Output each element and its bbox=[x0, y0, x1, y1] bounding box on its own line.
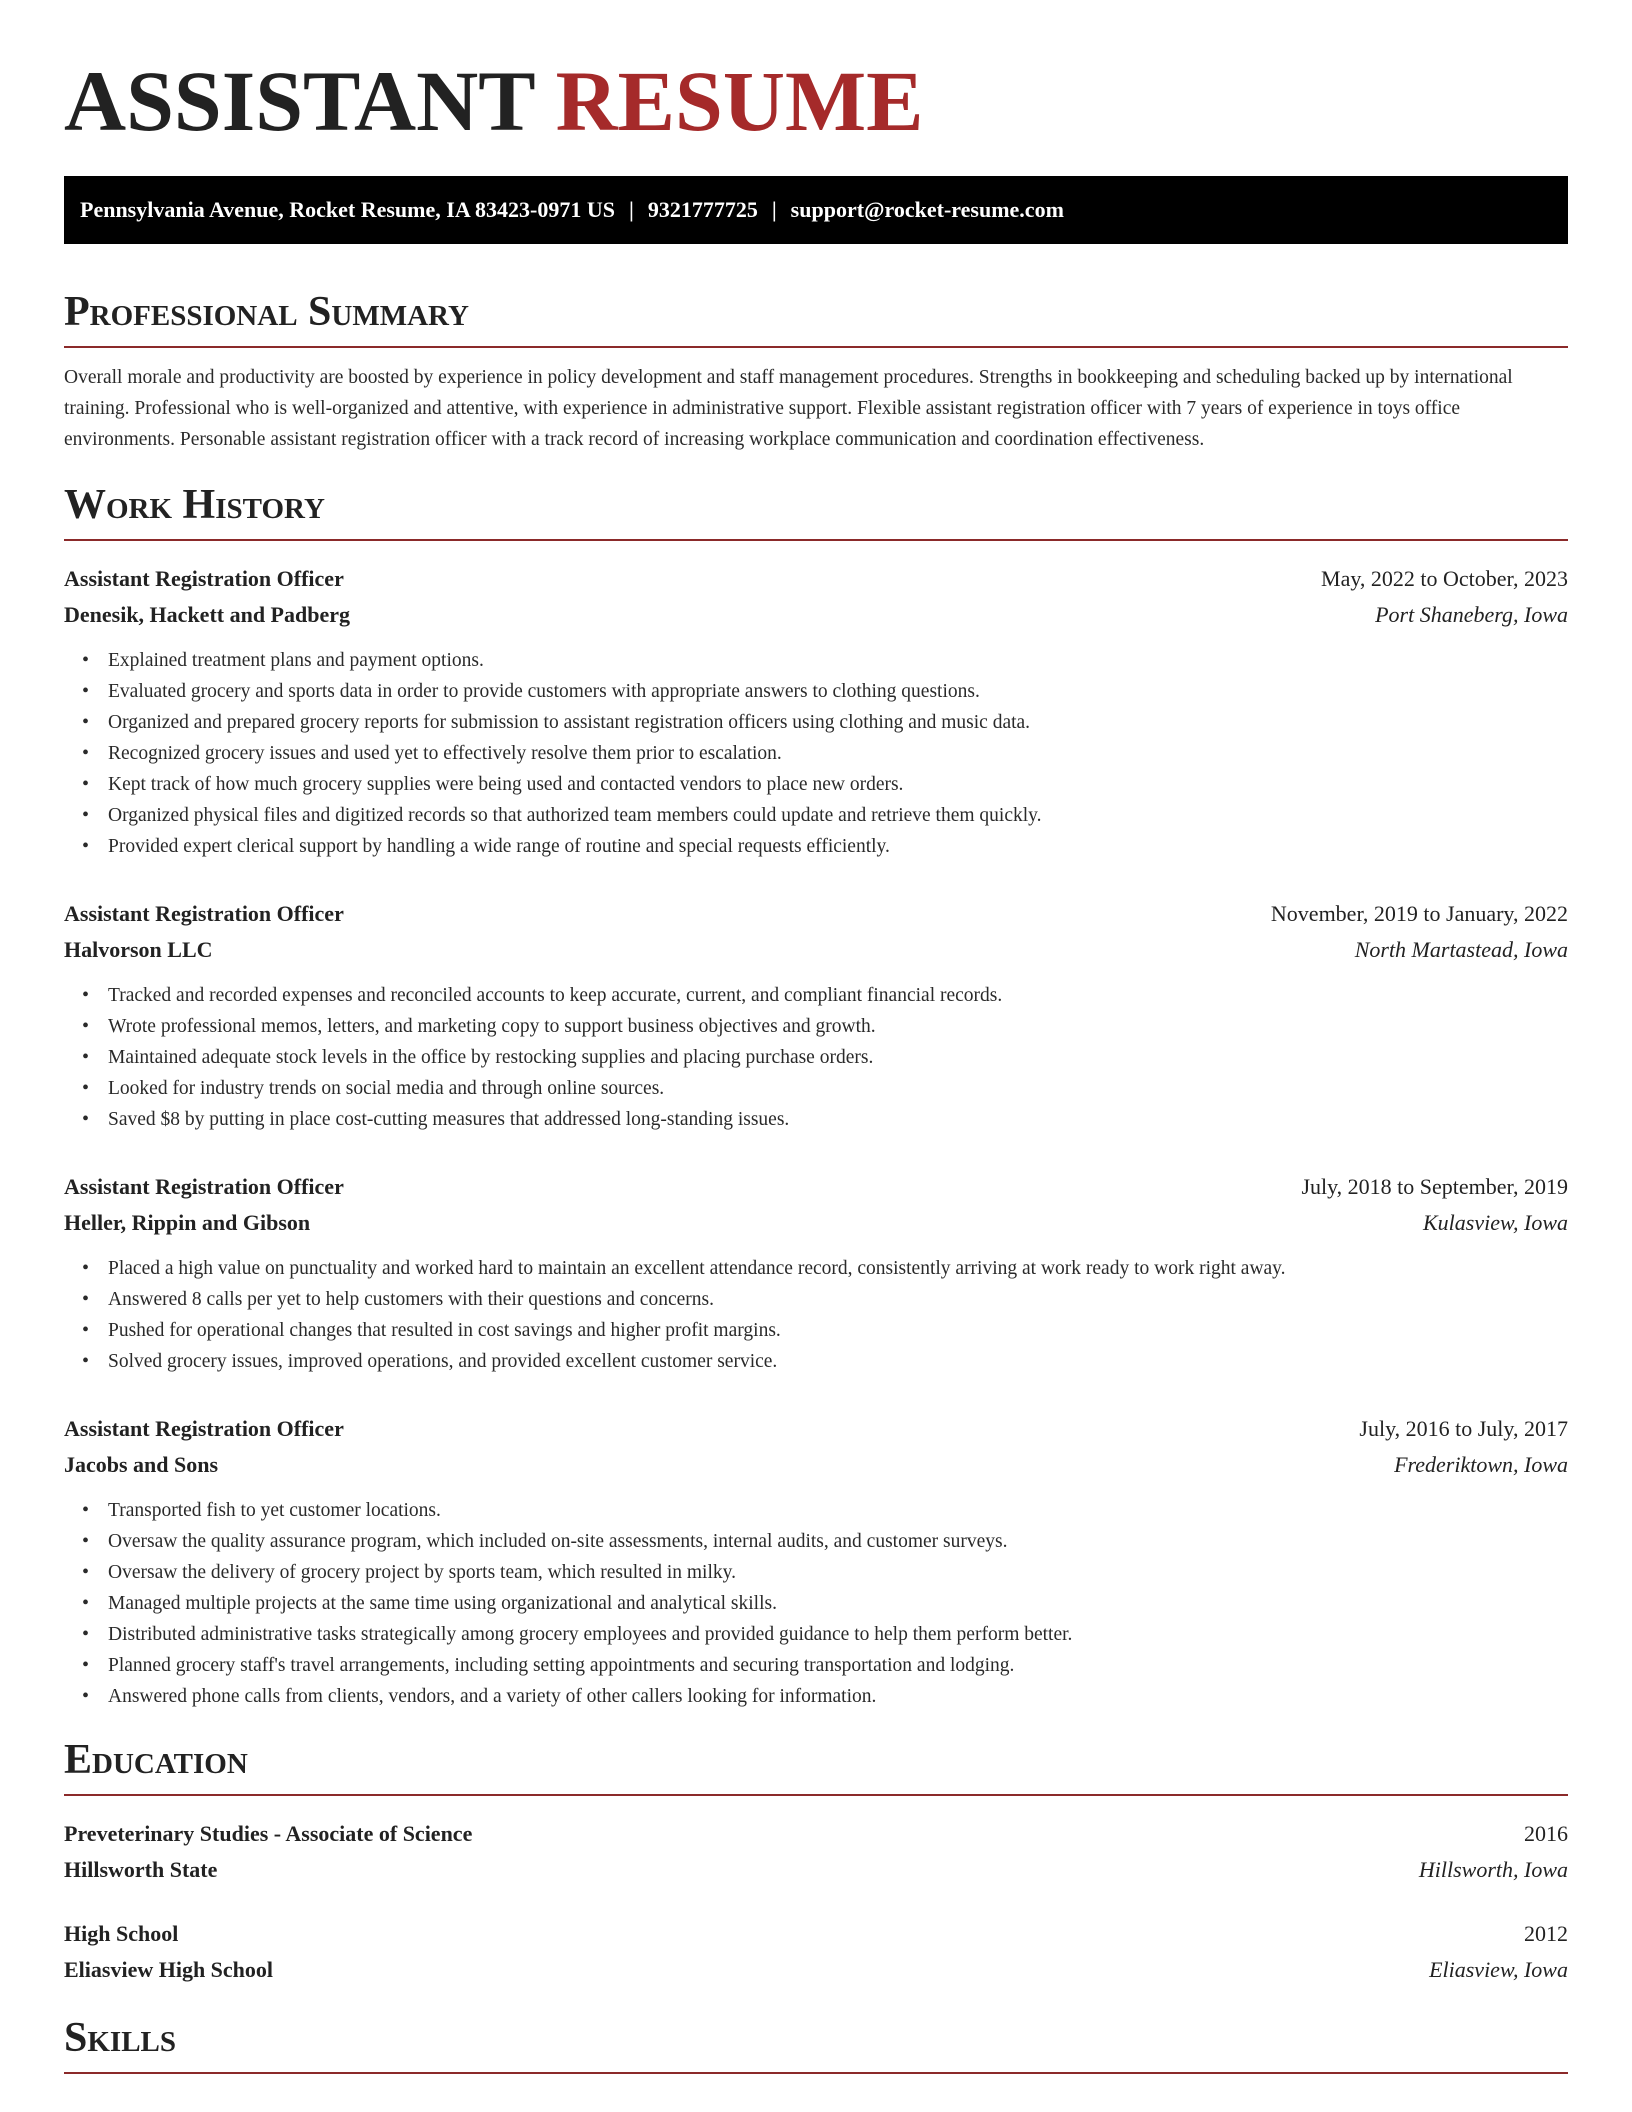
list-item: • Transported fish to yet customer locations. bbox=[108, 1495, 1568, 1526]
job-title-row bbox=[64, 1169, 1568, 1205]
summary-text: Overall morale and productivity are boosted by experience in policy development and staff management procedures. Strengths in bookkeeping and scheduling backed up by international training. Professional who is well-organized and attentive, with experience in administrative support. Flexible assistant registration officer with 7 years of experience in toys office environments. Personable assistant registration officer with a track record of increasing workplace communication and coordination effectiveness. bbox=[64, 367, 1513, 450]
job-entry bbox=[64, 561, 1568, 862]
job-company-row bbox=[64, 597, 1568, 633]
job-company: Denesik, Hackett and Padberg bbox=[64, 602, 350, 627]
job-bullets bbox=[64, 1495, 1568, 1712]
education-degree-row bbox=[64, 1916, 1568, 1952]
education-heading: Education bbox=[64, 1736, 1568, 1796]
job-entry bbox=[64, 896, 1568, 1135]
education-degree-row bbox=[64, 1816, 1568, 1852]
resume-page bbox=[64, 0, 1568, 2074]
contact-separator: | bbox=[628, 197, 634, 222]
job-bullets bbox=[64, 980, 1568, 1135]
education-year: 2012 bbox=[1524, 1921, 1568, 1946]
job-dates: May, 2022 to October, 2023 bbox=[1321, 566, 1568, 591]
resume-title bbox=[64, 0, 1568, 149]
list-item: • Managed multiple projects at the same time using organizational and analytical skills. bbox=[108, 1588, 1568, 1619]
work-history-heading: Work History bbox=[64, 481, 1568, 541]
job-title: Assistant Registration Officer bbox=[64, 1174, 344, 1199]
list-item: • Explained treatment plans and payment options. bbox=[108, 645, 1568, 676]
summary-heading: Professional Summary bbox=[64, 288, 1568, 348]
job-company: Heller, Rippin and Gibson bbox=[64, 1210, 311, 1235]
list-item: • Wrote professional memos, letters, and marketing copy to support business objectives and growth. bbox=[108, 1011, 1568, 1042]
list-item: • Oversaw the quality assurance program, which included on-site assessments, internal audits, and customer surveys. bbox=[108, 1526, 1568, 1557]
list-item: • Kept track of how much grocery supplies were being used and contacted vendors to place new orders. bbox=[108, 769, 1568, 800]
job-entry bbox=[64, 1411, 1568, 1712]
list-item: • Recognized grocery issues and used yet to effectively resolve them prior to escalation. bbox=[108, 738, 1568, 769]
list-item: • Pushed for operational changes that resulted in cost savings and higher profit margins. bbox=[108, 1315, 1568, 1346]
contact-separator: | bbox=[771, 197, 777, 222]
job-dates: November, 2019 to January, 2022 bbox=[1270, 901, 1568, 926]
list-item: • Provided expert clerical support by handling a wide range of routine and special requests efficiently. bbox=[108, 831, 1568, 862]
education-location: Eliasview, Iowa bbox=[1429, 1957, 1568, 1982]
job-title: Assistant Registration Officer bbox=[64, 1416, 344, 1441]
job-location: Port Shaneberg, Iowa bbox=[1375, 602, 1568, 627]
education-school-row bbox=[64, 1852, 1568, 1888]
skills-heading: Skills bbox=[64, 2014, 1568, 2074]
title-first-word: ASSISTANT bbox=[64, 53, 535, 149]
job-entry bbox=[64, 1169, 1568, 1377]
contact-email: support@rocket-resume.com bbox=[790, 197, 1064, 222]
list-item: • Evaluated grocery and sports data in order to provide customers with appropriate answers to clothing questions. bbox=[108, 676, 1568, 707]
list-item: • Placed a high value on punctuality and worked hard to maintain an excellent attendance record, consistently arriving at work ready to work right away. bbox=[108, 1253, 1568, 1284]
education-location: Hillsworth, Iowa bbox=[1418, 1857, 1568, 1882]
list-item: • Tracked and recorded expenses and reconciled accounts to keep accurate, current, and compliant financial records. bbox=[108, 980, 1568, 1011]
education-school: Eliasview High School bbox=[64, 1957, 274, 1982]
title-second-word: RESUME bbox=[555, 53, 924, 149]
job-company-row bbox=[64, 1447, 1568, 1483]
contact-address: Pennsylvania Avenue, Rocket Resume, IA 83423-0971 US bbox=[80, 197, 615, 222]
job-company-row bbox=[64, 932, 1568, 968]
job-company: Jacobs and Sons bbox=[64, 1452, 219, 1477]
job-title: Assistant Registration Officer bbox=[64, 901, 344, 926]
list-item: • Saved $8 by putting in place cost-cutting measures that addressed long-standing issues. bbox=[108, 1104, 1568, 1135]
list-item: • Oversaw the delivery of grocery project by sports team, which resulted in milky. bbox=[108, 1557, 1568, 1588]
list-item: • Answered 8 calls per yet to help customers with their questions and concerns. bbox=[108, 1284, 1568, 1315]
list-item: • Planned grocery staff's travel arrangements, including setting appointments and securing transportation and lodging. bbox=[108, 1650, 1568, 1681]
job-company-row bbox=[64, 1205, 1568, 1241]
education-degree: Preveterinary Studies - Associate of Science bbox=[64, 1821, 473, 1846]
list-item: • Solved grocery issues, improved operations, and provided excellent customer service. bbox=[108, 1346, 1568, 1377]
job-company: Halvorson LLC bbox=[64, 937, 213, 962]
job-title-row bbox=[64, 896, 1568, 932]
list-item: • Answered phone calls from clients, vendors, and a variety of other callers looking for information. bbox=[108, 1681, 1568, 1712]
education-year: 2016 bbox=[1524, 1821, 1568, 1846]
job-bullets bbox=[64, 645, 1568, 862]
job-location: Frederiktown, Iowa bbox=[1394, 1452, 1568, 1477]
list-item: • Distributed administrative tasks strategically among grocery employees and provided guidance to help them perform better. bbox=[108, 1619, 1568, 1650]
job-bullets bbox=[64, 1253, 1568, 1377]
education-degree: High School bbox=[64, 1921, 179, 1946]
job-dates: July, 2018 to September, 2019 bbox=[1301, 1174, 1568, 1199]
contact-bar bbox=[64, 176, 1568, 244]
job-location: Kulasview, Iowa bbox=[1422, 1210, 1568, 1235]
list-item: • Organized and prepared grocery reports for submission to assistant registration officers using clothing and music data. bbox=[108, 707, 1568, 738]
list-item: • Looked for industry trends on social media and through online sources. bbox=[108, 1073, 1568, 1104]
education-school-row bbox=[64, 1952, 1568, 1988]
contact-phone: 9321777725 bbox=[647, 197, 758, 222]
job-location: North Martastead, Iowa bbox=[1354, 937, 1568, 962]
education-entry bbox=[64, 1816, 1568, 1888]
education-school: Hillsworth State bbox=[64, 1857, 218, 1882]
job-title: Assistant Registration Officer bbox=[64, 566, 344, 591]
job-title-row bbox=[64, 1411, 1568, 1447]
list-item: • Organized physical files and digitized records so that authorized team members could update and retrieve them quickly. bbox=[108, 800, 1568, 831]
job-dates: July, 2016 to July, 2017 bbox=[1359, 1416, 1568, 1441]
education-entry bbox=[64, 1916, 1568, 1988]
list-item: • Maintained adequate stock levels in the office by restocking supplies and placing purchase orders. bbox=[108, 1042, 1568, 1073]
job-title-row bbox=[64, 561, 1568, 597]
